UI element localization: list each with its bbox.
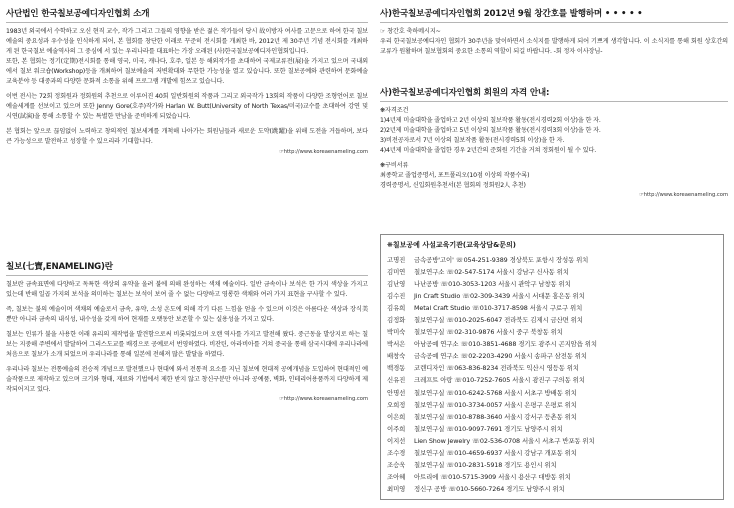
academy-row xyxy=(387,387,717,399)
academy-name: 안명선 xyxy=(387,388,406,397)
academy-name: 김수진 xyxy=(387,292,406,301)
website-link[interactable]: ☞http://www.koreaenameling.com xyxy=(279,148,368,155)
academy-row xyxy=(387,411,717,423)
academy-name: 이지선 xyxy=(387,436,406,445)
academy-info: 코렌디자인 ☏063-836-8234 전라북도 익산시 영등동 위치 xyxy=(414,364,579,373)
paragraph: 1983년 외국에서 수학하고 오신 현직 교수, 작가 그리고 그들의 영향을 받은 젊은 작가들이 당시 故이방자 여사를 고문으로 하여 한국 칠보예술의 중요성과 우수성을 인식하게 되어, 본 협회를 창단한 이래로 꾸준히 전시회를 개최한 바, 2012년 제 30주년 기념 전시회를 개최하게 된 한국칠보 예술역사의 그 중심에 서 있는 우리나라를 대표하는 가장 오래된 (사)한국칠보공예디자인협회입니다. xyxy=(6,28,368,56)
academy-name: 조아혜 xyxy=(387,472,406,481)
academy-info: 금속공방'고이' ☏054-251-9389 경상북도 포항시 장성동 위치 xyxy=(414,256,589,264)
qualification-item: 1)4년제 미술대학을 졸업하고 2년 이상의 칠보작품 활동(전시경력2회 이상)을 한 자. xyxy=(380,117,601,125)
academy-name: 최미영 xyxy=(387,484,406,493)
academy-row xyxy=(387,278,717,290)
paragraph: 칠보란 금속표면에 다양하고 독특한 색상의 유약을 올려 불에 의해 완성하는 색채 예술이다. 일반 금속이나 보석은 한 가지 색상을 가지고 있는데 반해 일곱 가지의 보석을 의미하는 칠보는 보석이 보여 줄 수 없는 다양하고 영롱한 색채와 여러 가지 표현을 구사할 수 있다. xyxy=(6,281,368,299)
academy-info: 칠보연구실 ☏010-9097-7691 경기도 남양주시 위치 xyxy=(414,424,563,433)
academy-info: 아트리에 ☏010-5715-3909 서울시 용산구 대방동 위치 xyxy=(414,472,571,481)
divider xyxy=(380,101,728,102)
academy-info: Metal Craft Studio ☏010-3717-8598 서울시 구로구 위치 xyxy=(414,304,583,313)
divider xyxy=(6,275,368,276)
website-link[interactable]: ☞http://www.koreaenameling.com xyxy=(639,192,728,199)
academy-name: 백경동 xyxy=(387,364,406,373)
academy-name: 오희정 xyxy=(387,400,406,409)
paragraph: 또한, 본 협회는 정기(定期)전시회를 통해 영국, 미국, 캐나다, 호주, 일본 등 해외작가를 초대하여 국제교류전(展)을 가지고 있으며 국내외에서 칠보 워크숍(Workshop)등을 개최하여 칠보예술의 저변확대와 무한한 가능성을 열고 있습니다. 또한 칠보공예와 관련하여 문화예술교육분야 등 대중과의 다양한 문화적 소통을 위해 프로그램 개발에 힘쓰고 있습니다. xyxy=(6,58,368,86)
academy-row xyxy=(387,362,717,374)
paragraph: 이번 전시는 72회 정회원과 정회원의 추천으로 이루어진 40회 일반회원의 작품과 그리고 외국작가 13회의 작품이 다양한 조형언어로 칠보예술세계를 선보이고 있으며 또한 Jenny Gore(호주)작가와 Harlan W. Butt(University of North Texas/미국)교수를 초대하여 강연 및 시연(試演)을 통해 소통할 수 있는 특별한 만남을 준비하게 되었습니다. xyxy=(6,93,368,121)
academy-info: 칠보연구실 ☏010-6242-5768 서울시 서초구 방배동 위치 xyxy=(414,388,577,397)
paragraph: 칠보는 인류가 불을 사용한 이래 유리의 제작법을 발견함으로써 비롯되었으며 오랜 역사를 가지고 발전해 왔다. 중근동을 발상지로 하는 칠보는 지중해 주변에서 발달하여 그리스도교를 배경으로 공예로서 번영하였다. 비잔틴, 아라비아를 거쳐 중국을 통해 삼국시대에 우리나라에 처음으로 칠보가 소개 되었으며 우리나라를 통해 일본에 전해져 많은 발달을 하였다. xyxy=(6,331,368,359)
academy-info: Jin Craft Studio ☏02-309-3439 서울시 서대문 홍은동 위치 xyxy=(414,292,585,301)
academy-row xyxy=(387,435,717,447)
documents-heading: ❋구비서류 xyxy=(380,162,409,170)
academy-info: 아남공예 연구소 ☏010-3851-4688 경기도 광주시 곤지암읍 위치 xyxy=(414,340,597,349)
enameling-title: 칠보(七寶,ENAMELING)란 xyxy=(6,262,113,272)
academy-info: 칠보연구실 ☏010-4659-6937 서울시 강남구 개포동 위치 xyxy=(414,448,577,457)
intro-title: 사단법인 한국칠보공예디자인협회 소개 xyxy=(6,9,150,19)
academy-name: 김미연 xyxy=(387,268,406,277)
academy-info: 칠보연구실 ☏02-310-9876 서울시 중구 북창동 위치 xyxy=(414,328,563,337)
text-line: 우리 한국칠보공예디자인 협회가 30주년을 맞이하면서 소식지를 발행하게 되어 기쁘게 생각합니다. 이 소식지를 통해 회원 상호간의 교류가 원활하며 칠보협회의 중요한 소통의 역할이 되길 바랍니다. -회 정자 이사장님- xyxy=(380,38,728,56)
academy-row xyxy=(387,374,717,386)
academy-name: 신유진 xyxy=(387,376,406,385)
academy-name: 고명진 xyxy=(387,256,406,264)
membership-section xyxy=(380,88,728,198)
academy-row xyxy=(387,423,717,435)
paragraph: 우리나라 칠보는 전통예술의 전승적 개념으로 발전했으나 현대에 와서 전통적 요소를 지닌 칠보에 현대적 공예개념을 도입하여 현대적인 예술작품으로 제작하고 있으며 크기와 형태, 재료와 기법에서 제한 받지 않고 창신구분만 아니라 공예품, 벽화, 인테리어용품까지 다양하게 제작되어지고 있다. xyxy=(6,366,368,394)
qualification-item: 2)2년제 미술대학을 졸업하고 5년 이상의 칠보작품 활동(전시경력3회 이상)을 한 자. xyxy=(380,127,601,135)
academy-name: 조승욱 xyxy=(387,460,406,469)
launch-body xyxy=(380,27,728,57)
academy-info: 칠보연구실 ☏010-2831-5918 경기도 용인시 위치 xyxy=(414,460,557,469)
launch-title: 사)한국칠보공예디자인협회 2012년 9월 창간호를 발행하며 • • • • • xyxy=(380,9,643,19)
academy-info: 나난공방 ☏010-3053-1203 서울시 관악구 남창동 위치 xyxy=(414,280,571,289)
academy-info: 크레프트 아랑 ☏010-7252-7605 서울시 광진구 구의동 위치 xyxy=(414,376,585,385)
academy-info: Lien Show Jewelry ☏02-536-0708 서울시 서초구 반포동 위치 xyxy=(414,436,595,445)
academy-info: 칠보연구실 ☏010-3734-0057 서울시 은평구 은평로 위치 xyxy=(414,400,577,409)
academy-name: 조수경 xyxy=(387,448,406,457)
academy-info: 정신구 공방 ☏010-5660-7264 경기도 남양주시 위치 xyxy=(414,484,565,493)
academy-name: 박서은 xyxy=(387,340,406,349)
academy-row xyxy=(387,338,717,350)
divider xyxy=(6,22,368,23)
academy-name: 배창숙 xyxy=(387,352,406,361)
membership-title: 사)한국칠보공예디자인협회 회원의 자격 안내: xyxy=(380,88,550,98)
academy-info: 칠보연구실 ☏010-2025-6047 전라북도 김제시 금산면 위치 xyxy=(414,316,583,325)
academy-list xyxy=(387,254,717,495)
qualification-item: 3)비전공자로서 7년 이상의 칠보작품 활동(전시경력5회 이상)을 한 자. xyxy=(380,137,565,145)
academy-row xyxy=(387,266,717,278)
academy-name: 김난영 xyxy=(387,280,406,289)
launch-section xyxy=(380,9,728,57)
academy-info: 금속공예 연구소 ☏02-2203-4290 서울시 송파구 삼전동 위치 xyxy=(414,352,587,361)
academy-row xyxy=(387,314,717,326)
divider xyxy=(380,22,728,23)
paragraph: 본 협회는 앞으로 끊임없이 노력하고 창의적인 칠보세계를 개척해 나아가는 회원님들과 새로운 도약(跳躍)을 위해 도전을 거듭하며, 보다 큰 가능성으로 발전하고 성장할 수 있으리라 기대합니다. xyxy=(6,128,368,146)
text-line: ☞ 창간호 축하메시지~ xyxy=(380,28,441,35)
academy-row xyxy=(387,350,717,362)
academy-row xyxy=(387,459,717,471)
academy-row xyxy=(387,399,717,411)
intro-section xyxy=(6,9,368,155)
academy-info: 칠보연구소 ☏02-547-5174 서울시 강남구 신사동 위치 xyxy=(414,268,569,277)
academy-info: 칠보연구실 ☏010-8788-3640 서울시 강서구 등촌동 위치 xyxy=(414,412,577,421)
document-item: 경력증명서, 신입회원추천서(본 협회의 정회원2人 추천) xyxy=(380,182,526,190)
enameling-body xyxy=(6,280,368,395)
academy-row xyxy=(387,447,717,459)
qualification-item: 4)4년제 미술대학을 졸업한 경우 2년간의 준회원 기간을 거쳐 정회원이 될 수 있다. xyxy=(380,147,597,155)
academy-row xyxy=(387,326,717,338)
academy-row xyxy=(387,471,717,483)
academy-name: 이은희 xyxy=(387,412,406,421)
academy-row xyxy=(387,290,717,302)
academy-name: 김유희 xyxy=(387,304,406,313)
academy-name: 이주희 xyxy=(387,424,406,433)
document-item: 최종학교 졸업증명서, 포트폴리오(10점 이상의 작품수록) xyxy=(380,172,530,180)
membership-body xyxy=(380,106,728,191)
academy-name: 김정화 xyxy=(387,316,406,325)
website-link[interactable]: ☞http://www.koreaenameling.com xyxy=(279,396,368,403)
academy-box xyxy=(380,234,724,500)
academy-row xyxy=(387,302,717,314)
paragraph: 즉, 칠보는 불의 예술이며 색채의 예술로서 금속, 유약, 소성 온도에 의해 각기 다른 느낌을 얻을 수 있으며 이것은 아름다운 색상과 장식美 뿐만 아니라 금속의 내식성, 내수성을 갖게 하여 현재를 오랫동안 보존할 수 있는 실용성을 가지고 있다. xyxy=(6,306,368,324)
enameling-section xyxy=(6,262,368,402)
academy-name: 박미숙 xyxy=(387,328,406,337)
intro-body xyxy=(6,27,368,148)
academy-title: ❋칠보공예 사설교육기관(교육상담&문의) xyxy=(387,241,516,249)
academy-row xyxy=(387,254,717,266)
academy-row xyxy=(387,483,717,495)
qualification-heading: ❋자격조건 xyxy=(380,107,409,114)
